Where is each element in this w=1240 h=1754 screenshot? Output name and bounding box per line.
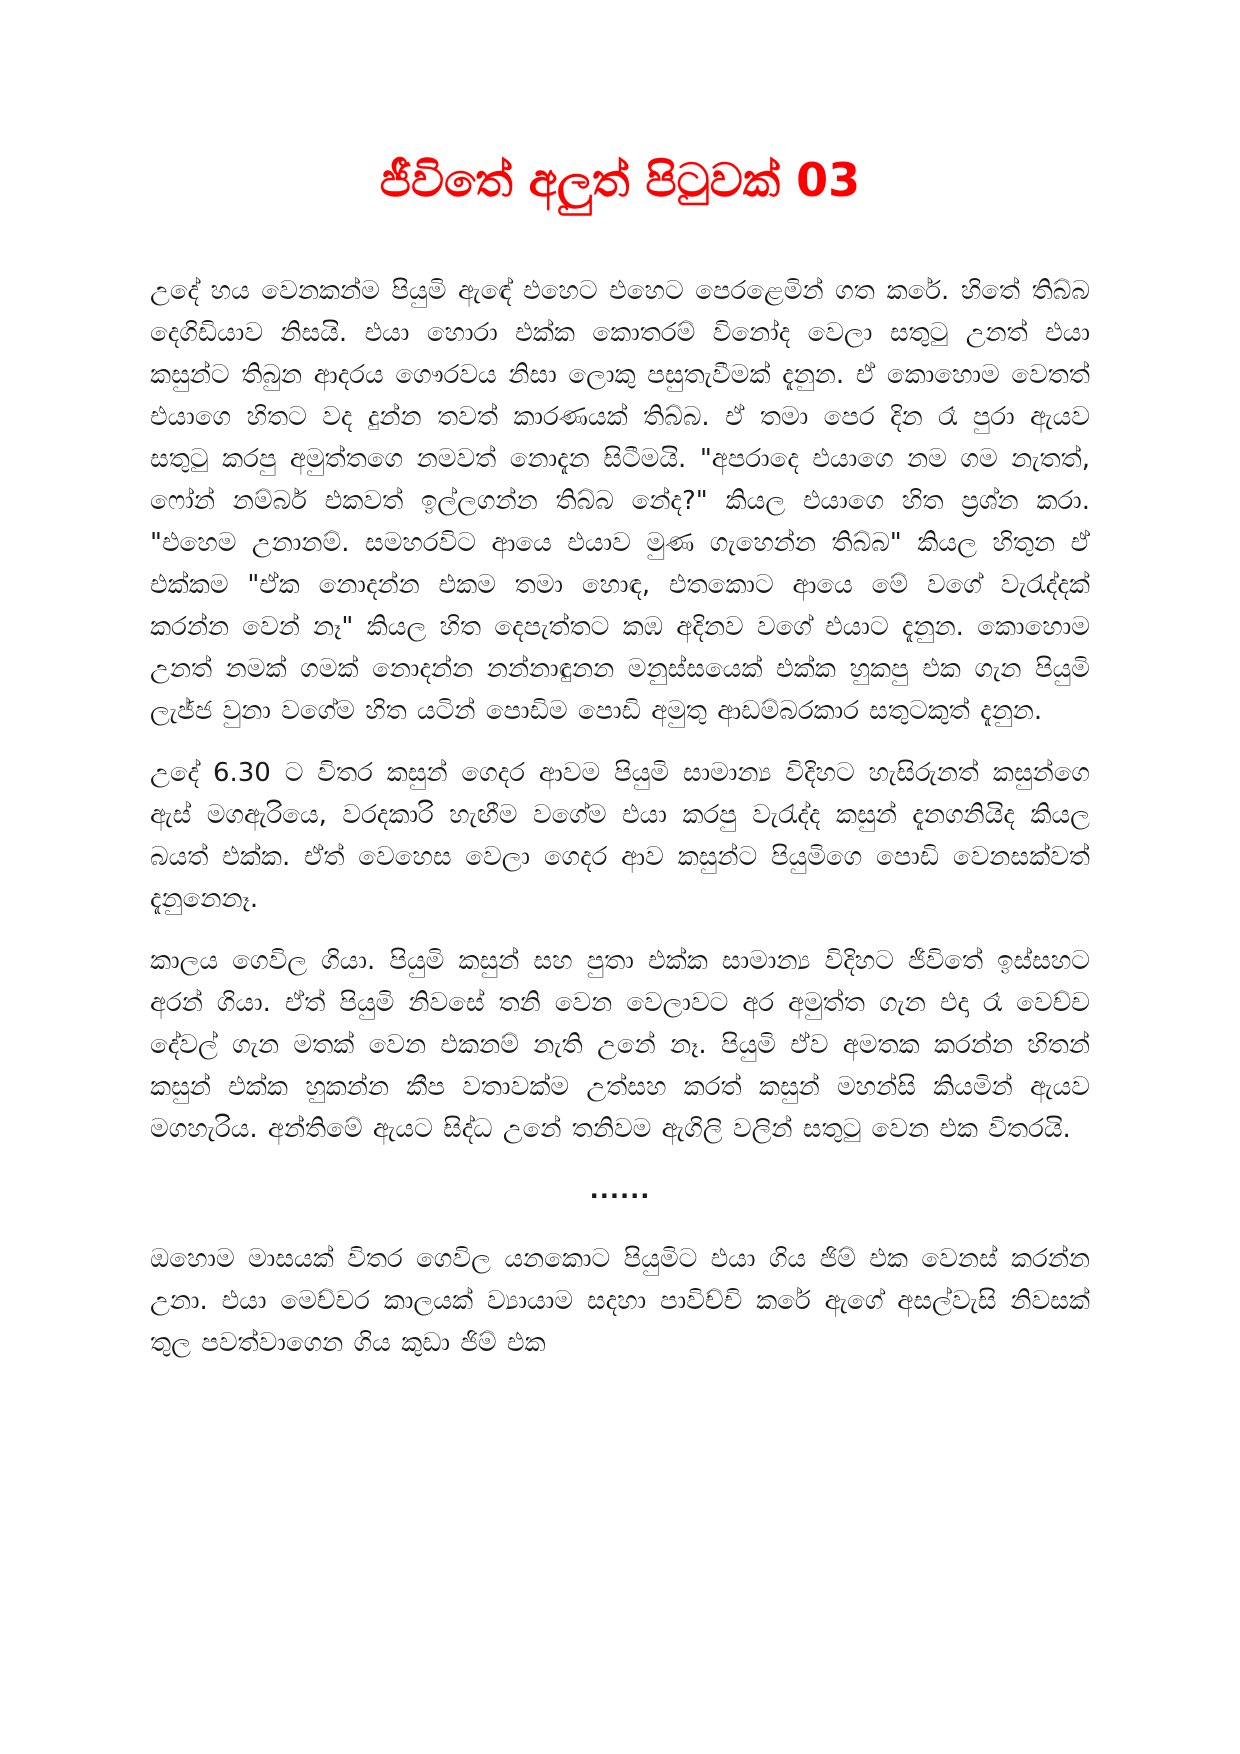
paragraph-4: ඔහොම මාසයක් විතර ගෙවිල යනකොට පියුමිට එයා ගිය ජිම් එක වෙනස් කරන්න උනා. එයා මෙච්චර කාලයක් ව්‍යායාම සදහා පාවිච්චි කරේ ඇගේ අසල්වැසි නිවසක් තුල පවත්වාගෙන ගිය කුඩා ජිම් එක <box>150 1244 1090 1358</box>
paragraph-1: උදේ හය වෙනකන්ම පියුමි ඇඳේ එහෙට එහෙට පෙරළෙමින් ගත කරේ. හිතේ තිබ්බ දෙගිඩියාව නිසයි. එයා හොරා එක්ක කොතරම් විනෝද වෙලා සතුටු උනත් එයා කසුන්ට තිබුන ආදරය ගෞරවය නිසා ලොකු පසුතැවීමක් දැනුන. ඒ කොහොම වෙතත් එයාගෙ හිතට වද දුන්න තවත් කාරණයක් තිබ්බ. ඒ තමා පෙර දින රෑ පුරා ඇයව සතුටු කරපු අමුත්තගෙ නමවත් නොදැන සිටීමයි. "අපරාදෙ එයාගෙ නම ගම නැතත්, ෆෝන් නම්බර් එකවත් ඉල්ලගන්න තිබ්බ නේද?" කියල එයාගෙ හිත ප්‍රශ්න කරා. "එහෙම උනානම්. සමහරවිට ආයෙ එයාව මුණ ගැහෙන්න තිබ්බ" කියල හිතුන ඒ එක්කම "ඒක නොදන්න එකම තමා හොඳ, එතකොට ආයෙ මේ වගේ වැරැද්දක් කරන්න වෙන් නෑ" කියල හිත දෙපැත්තට කඹ අදිනව වගේ එයාට දැනුන. කොහොම උනත් නමක් ගමක් නොදන්න නන්නාඳුනන මනුස්සයෙක් එක්ක හුකපු එක ගැන පියුමි ලැජ්ජ වුනා වගේම හිත යටින් පොඩිම පොඩි අමුතු ආඩම්බරකාර සතුටකුත් දැනුන. <box>150 276 1090 726</box>
document-title: ජීවිතේ අලුත් පිටුවක් 03 <box>379 153 861 207</box>
section-separator: ...... <box>589 1176 651 1204</box>
paragraph-3: කාලය ගෙවිල ගියා. පියුමි කසුන් සහ පුතා එක්ක සාමාන්‍ය විදිහට ජීවිතේ ඉස්සහට අරන් ගියා. ඒත් පියුමි නිවසේ තනි වෙන වෙලාවට අර අමුත්ත ගැන එදා රෑ වෙච්ච දේවල් ගැන මතක් වෙන එකනම් නැති උනේ නෑ. පියුමි ඒව අමතක කරන්න හිතන් කසුන් එක්ක හුකන්න කීප වතාවක්ම උත්සහ කරත් කසුන් මහන්සි කියමින් ඇයව මගහැරිය. අන්තිමේ ඇයට සිද්ධ උනේ තනිවම ඇගිලි වලින් සතුටු වෙන එක විතරයි. <box>150 946 1090 1144</box>
paragraph-2: උදේ 6.30 ට විතර කසුන් ගෙදර ආවම පියුමි සාමාන්‍ය විදිහට හැසිරුනත් කසුන්ගෙ ඇස් මගඇරියෙ, වරදකාරි හැඟීම වගේම එයා කරපු වැරැද්ද කසුන් දැනගනියිද කියල බයත් එක්ක. ඒත් වෙහෙස වෙලා ගෙදර ආව කසුන්ට පියුමිගෙ පොඩි වෙනසක්වත් දැනුනෙනෑ. <box>150 758 1090 914</box>
